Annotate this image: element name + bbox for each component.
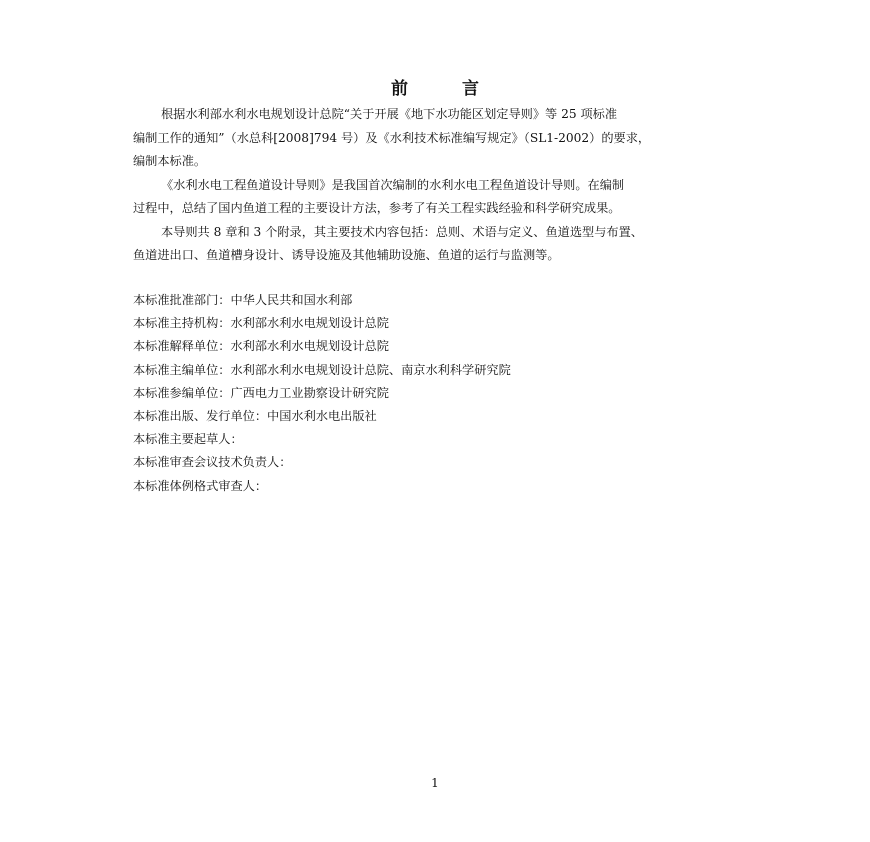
standard-info-list bbox=[133, 289, 743, 498]
preface-paragraph: 《水利水电工程鱼道设计导则》是我国首次编制的水利水电工程鱼道设计导则。在编制 过程中，总结了国内鱼道工程的主要设计方法，参考了有关工程实践经验和科学研究成果。 bbox=[133, 177, 625, 215]
main-drafters-line: 本标准主要起草人： bbox=[133, 432, 243, 447]
page-number: 1 bbox=[431, 776, 439, 790]
preface-paragraph: 本导则共 8 章和 3 个附录，其主要技术内容包括：总则、术语与定义、鱼道选型与布置、 鱼道进出口、鱼道槽身设计、诱导设施及其他辅助设施、鱼道的运行与监测等。 bbox=[133, 224, 643, 262]
interpretation-unit-line: 本标准解释单位：水利部水利水电规划设计总院 bbox=[133, 339, 389, 354]
preface-paragraph: 根据水利部水利水电规划设计总院“关于开展《地下水功能区划定导则》等 25 项标准 编制工作的通知”（水总科[2008]794 号）及《水利技术标准编写规定》（SL1-2002）的要求， 编制本标准。 bbox=[133, 107, 651, 168]
chief-editor-unit-line: 本标准主编单位：水利部水利水电规划设计总院、南京水利科学研究院 bbox=[133, 362, 511, 377]
approval-department-line: 本标准批准部门：中华人民共和国水利部 bbox=[133, 293, 353, 307]
page-title: 前 言 bbox=[391, 79, 503, 99]
host-organization-line: 本标准主持机构：水利部水利水电规划设计总院 bbox=[133, 316, 389, 331]
publisher-line: 本标准出版、发行单位：中国水利水电出版社 bbox=[133, 408, 377, 423]
format-reviewer-line: 本标准体例格式审查人： bbox=[133, 478, 268, 493]
preface-body bbox=[133, 103, 743, 268]
review-lead-line: 本标准审查会议技术负责人： bbox=[133, 455, 292, 470]
participating-unit-line: 本标准参编单位：广西电力工业勘察设计研究院 bbox=[133, 385, 389, 400]
